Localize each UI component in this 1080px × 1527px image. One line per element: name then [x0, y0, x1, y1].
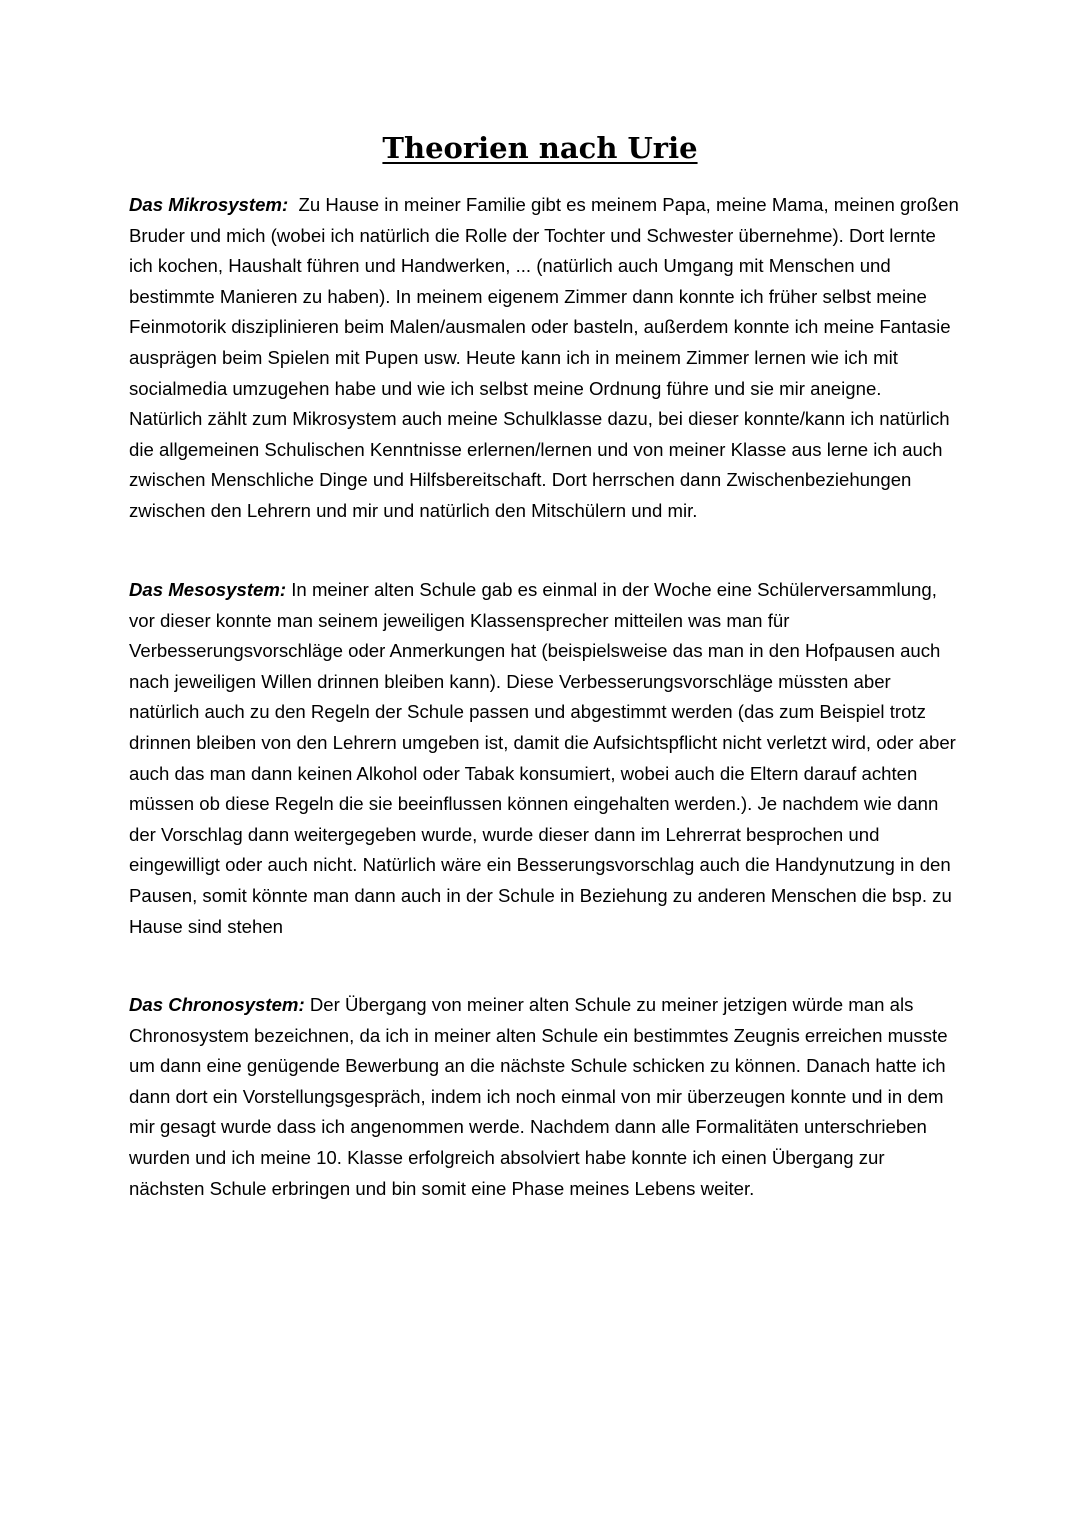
section-text: In meiner alten Schule gab es einmal in der Woche eine Schülerversammlung, vor dieser konnte man seinem jeweiligen Klassensprecher mitteilen was man für Verbesserungsvorschläge oder Anmerkungen hat (beispielsweise das man in den Hofpausen auch nach jeweiligen Willen drinnen bleiben kann). Diese Verbesserungsvorschläge müssten aber natürlich auch zu den Regeln der Schule passen und abgestimmt werden (das zum Beispiel trotz drinnen bleiben von den Lehrern umgeben ist, damit die Aufsichtspflicht nicht verletzt wird, oder aber auch das man dann keinen Alkohol oder Tabak konsumiert, wobei auch die Eltern darauf achten müssen ob diese Regeln die sie beeinflussen können eingehalten werden.). Je nachdem wie dann der Vorschlag dann weitergegeben wurde, wurde dieser dann im Lehrerrat besprochen und eingewilligt oder auch nicht. Natürlich wäre ein Besserungsvorschlag auch die Handynutzung in den Pausen, somit könnte man dann auch in der Schule in Beziehung zu anderen Menschen die bsp. zu Hause sind stehen: [129, 579, 956, 937]
page-title-text: Theorien nach Urie: [382, 131, 698, 165]
section-separator: :: [279, 579, 292, 600]
section-text: Zu Hause in meiner Familie gibt es meinem Papa, meine Mama, meinen großen Bruder und mich (wobei ich natürlich die Rolle der Tochter und Schwester übernehme). Dort lernte ich kochen, Haushalt führen und Handwerken, ... (natürlich auch Umgang mit Menschen und bestimmte Manieren zu haben). In meinem eigenem Zimmer dann konnte ich früher selbst meine Feinmotorik disziplinieren beim Malen/ausmalen oder basteln, außerdem konnte ich meine Fantasie ausprägen beim Spielen mit Pupen usw. Heute kann ich in meinem Zimmer lernen wie ich mit socialmedia umzugehen habe und wie ich selbst meine Ordnung führe und sie mir aneigne. Natürlich zählt zum Mikrosystem auch meine Schulklasse dazu, bei dieser konnte/kann ich natürlich die allgemeinen Schulischen Kenntnisse erlernen/lernen und von meiner Klasse aus lerne ich auch zwischen Menschliche Dinge und Hilfsbereitschaft. Dort herrschen dann Zwischenbeziehungen zwischen den Lehrern und mir und natürlich den Mitschülern und mir.: [129, 194, 959, 521]
section-chronosystem: [129, 990, 959, 1204]
section-term: Das Chronosystem: [129, 994, 299, 1015]
section-term: Das Mesosystem: [129, 579, 280, 600]
page-title: [0, 126, 1080, 170]
section-term: Das Mikrosystem: [129, 194, 282, 215]
section-text: Der Übergang von meiner alten Schule zu meiner jetzigen würde man als Chronosystem bezeichnen, da ich in meiner alten Schule ein bestimmtes Zeugnis erreichen musste um dann eine genügende Bewerbung an die nächste Schule schicken zu können. Danach hatte ich dann dort ein Vorstellungsgespräch, indem ich noch einmal von mir überzeugen konnte und in dem mir gesagt wurde dass ich angenommen werde. Nachdem dann alle Formalitäten unterschrieben wurden und ich meine 10. Klasse erfolgreich absolviert habe konnte ich einen Übergang zur nächsten Schule erbringen und bin somit eine Phase meines Lebens weiter.: [129, 994, 948, 1199]
section-separator: :: [281, 194, 299, 215]
section-mikrosystem: [129, 190, 959, 527]
section-mesosystem: [129, 575, 959, 942]
section-separator: :: [298, 994, 310, 1015]
